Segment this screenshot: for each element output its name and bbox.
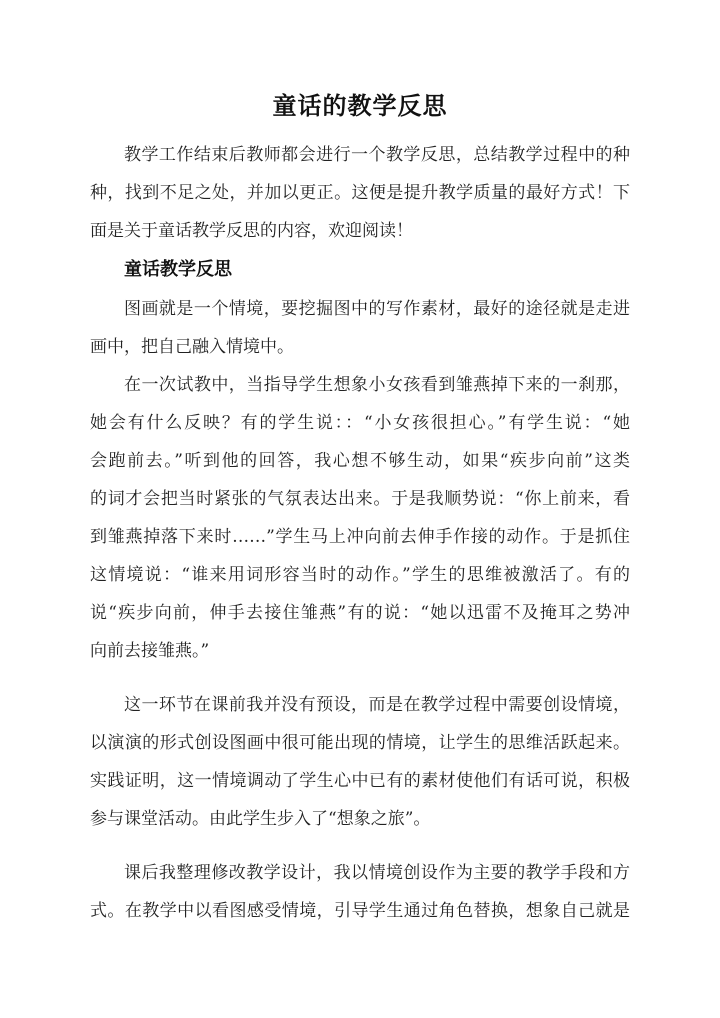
paragraph-line: 参与课堂活动。由此学生步入了“想象之旅”。 (90, 809, 431, 829)
body-paragraph (90, 854, 630, 930)
section-heading: 童话教学反思 (124, 259, 232, 280)
paragraph-line: 这情境说：“谁来用词形容当时的动作。”学生的思维被激活了。有的 (90, 565, 630, 585)
paragraph-line: 面是关于童话教学反思的内容，欢迎阅读！ (90, 221, 413, 241)
paragraph-line: 课后我整理修改教学设计，我以情境创设作为主要的教学手段和方 (124, 863, 630, 883)
paragraph-line: 会跑前去。”听到他的回答，我心想不够生动，如果“疾步向前”这类 (90, 451, 630, 471)
paragraph-line: 实践证明，这一情境调动了学生心中已有的素材使他们有话可说，积极 (90, 771, 630, 791)
paragraph-line: 图画就是一个情境，要挖掘图中的写作素材，最好的途径就是走进 (124, 299, 630, 319)
paragraph-line: 式。在教学中以看图感受情境，引导学生通过角色替换，想象自己就是 (90, 901, 630, 921)
paragraph-line: 向前去接雏燕。” (90, 641, 210, 661)
paragraph-line: 画中，把自己融入情境中。 (90, 337, 294, 357)
paragraph-line: 在一次试教中，当指导学生想象小女孩看到雏燕掉下来的一刹那， (124, 375, 630, 395)
document-title: 童话的教学反思 (272, 91, 448, 120)
paragraph-line: 这一环节在课前我并没有预设，而是在教学过程中需要创设情境， (124, 695, 630, 715)
paragraph-line: 种，找到不足之处，并加以更正。这便是提升教学质量的最好方式！下 (90, 183, 630, 203)
paragraph-line: 教学工作结束后教师都会进行一个教学反思，总结教学过程中的种 (124, 145, 630, 165)
paragraph-line: 说“疾步向前，伸手去接住雏燕”有的说：“她以迅雷不及掩耳之势冲 (90, 603, 630, 623)
paragraph-line: 以演演的形式创设图画中很可能出现的情境，让学生的思维活跃起来。 (90, 733, 630, 753)
body-paragraph (90, 366, 630, 670)
paragraph-line: 她会有什么反映？有的学生说：：“小女孩很担心。”有学生说：“她 (90, 413, 630, 433)
body-paragraph (90, 686, 630, 838)
intro-paragraph (90, 136, 630, 250)
paragraph-line: 到雏燕掉落下来时……”学生马上冲向前去伸手作接的动作。于是抓住 (90, 527, 630, 547)
body-paragraph (90, 290, 630, 366)
paragraph-line: 的词才会把当时紧张的气氛表达出来。于是我顺势说：“你上前来，看 (90, 489, 630, 509)
